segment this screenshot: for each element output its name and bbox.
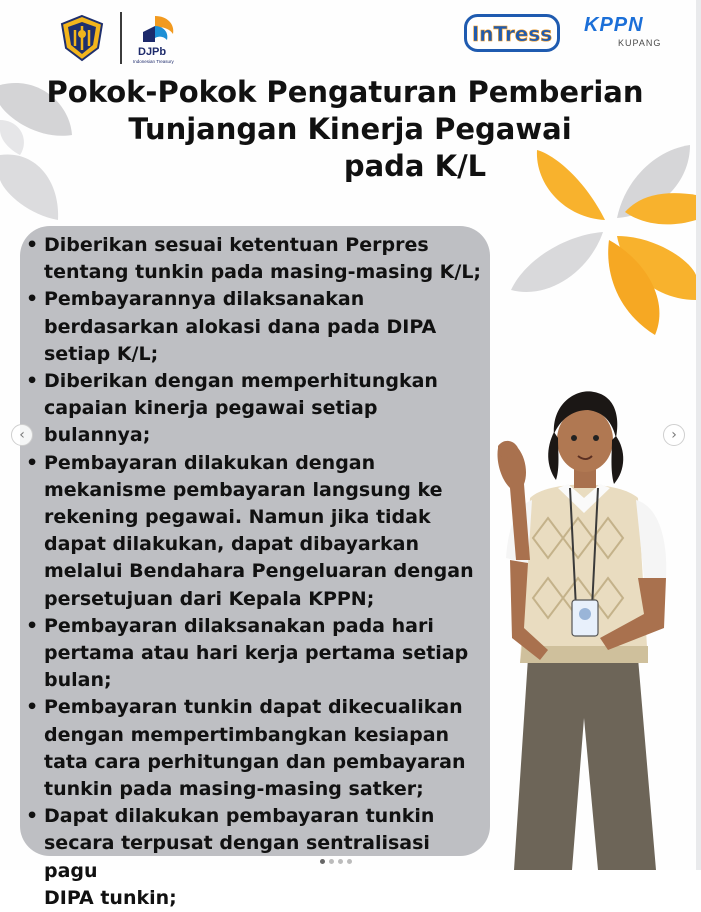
bullet-line: • Diberikan sesuai ketentuan Perpres — [44, 234, 429, 256]
carousel-dot[interactable] — [347, 859, 352, 864]
bullet-line: tunkin pada masing-masing satker; — [44, 778, 424, 801]
bullet-line: • Pembayaran dilaksanakan pada hari — [44, 614, 434, 637]
person-photo — [488, 388, 684, 870]
carousel-dot[interactable] — [320, 859, 325, 864]
title-line-2: Tunjangan Kinerja Pegawai — [128, 112, 572, 146]
bullet-line: melalui Bendahara Pengeluaran dengan — [44, 560, 474, 583]
bullet-item — [26, 286, 486, 368]
bullet-line: mekanisme pembayaran langsung ke — [44, 478, 443, 501]
kppn-logo-label: KPPN — [584, 14, 644, 36]
bullet-line: • Diberikan dengan memperhitungkan — [44, 370, 438, 393]
bullet-list — [26, 232, 486, 912]
djpb-logo-label: DJPb — [138, 46, 167, 58]
carousel-prev-button[interactable]: ‹ — [11, 424, 33, 446]
intress-logo — [464, 14, 560, 52]
bullet-item — [26, 694, 486, 803]
bullet-line: • Pembayaran tunkin dapat dikecualikan — [44, 696, 463, 719]
bullet-line: pertama atau hari kerja pertama setiap — [44, 642, 469, 665]
bullet-item — [26, 450, 486, 613]
bullet-line: • Pembayarannya dilaksanakan — [44, 288, 365, 311]
bullet-line: capaian kinerja pegawai setiap bulannya; — [44, 397, 378, 447]
bullet-item — [26, 368, 486, 450]
bullet-line: persetujuan dari Kepala KPPN; — [44, 587, 375, 610]
bullet-line: dapat dilakukan, dapat dibayarkan — [44, 533, 420, 556]
bullet-line: setiap K/L; — [44, 342, 159, 365]
title-line-3: pada K/L — [343, 149, 487, 183]
bullet-line: bulan; — [44, 669, 112, 692]
carousel-indicator — [318, 849, 378, 857]
bullet-line: berdasarkan alokasi dana pada DIPA — [44, 315, 437, 338]
carousel-next-button[interactable]: › — [663, 424, 685, 446]
kppn-city-label: KUPANG — [618, 38, 662, 48]
bullet-line: dengan mempertimbangkan kesiapan — [44, 723, 450, 746]
djpb-logo-sublabel: Indonesian Treasury — [133, 59, 174, 64]
scrollbar-track[interactable] — [696, 0, 701, 870]
bullet-line: DIPA tunkin; — [44, 886, 177, 909]
logo-divider — [120, 12, 122, 64]
bullet-line: secara terpusat dengan sentralisasi pagu — [44, 832, 430, 882]
kemenkeu-logo-icon — [58, 14, 106, 62]
bullet-line: tata cara perhitungan dan pembayaran — [44, 750, 466, 773]
bullet-line: • Pembayaran dilakukan dengan — [44, 451, 376, 474]
bullet-line: rekening pegawai. Namun jika tidak — [44, 506, 431, 529]
intress-logo-label: InTress — [471, 22, 553, 46]
bullet-line: tentang tunkin pada masing-masing K/L; — [44, 261, 482, 284]
bullet-item — [26, 232, 486, 286]
carousel-dot[interactable] — [329, 859, 334, 864]
carousel-dot[interactable] — [338, 859, 343, 864]
bullet-item — [26, 613, 486, 695]
page-title — [40, 74, 650, 185]
bullet-line: • Dapat dilakukan pembayaran tunkin — [44, 805, 435, 828]
title-line-1: Pokok-Pokok Pengaturan Pemberian — [46, 75, 644, 109]
bullet-item — [26, 803, 486, 912]
